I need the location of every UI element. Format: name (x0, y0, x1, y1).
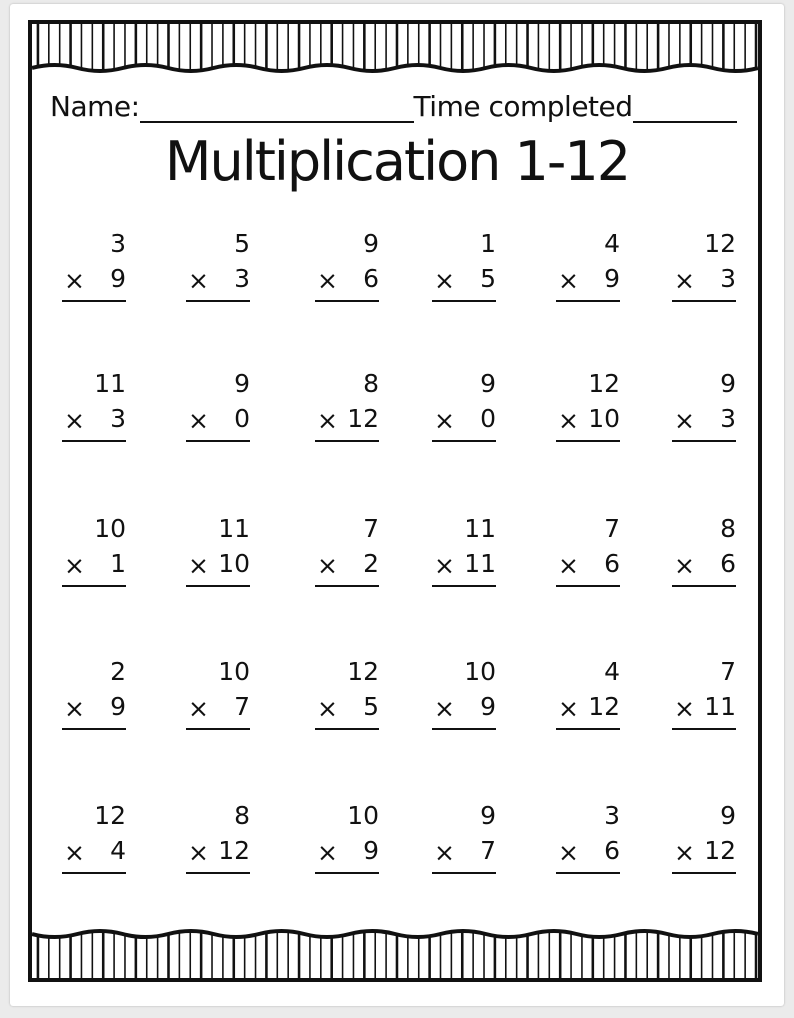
problem-multiplicand: 10 (94, 514, 126, 543)
problem-r3-c6 (672, 515, 736, 585)
answer-line[interactable] (672, 872, 736, 874)
times-sign: × (188, 266, 209, 295)
problem-r1-c4 (432, 230, 496, 300)
problem-multiplier: 12 (218, 836, 250, 865)
answer-line[interactable] (186, 728, 250, 730)
times-sign: × (317, 266, 338, 295)
times-sign: × (317, 694, 338, 723)
problem-r4-c1 (62, 658, 126, 728)
problem-multiplicand: 11 (218, 514, 250, 543)
problem-r3-c2 (186, 515, 250, 585)
answer-line[interactable] (432, 300, 496, 302)
problem-multiplier: 10 (218, 549, 250, 578)
problem-r1-c3 (315, 230, 379, 300)
problem-multiplier: 11 (464, 549, 496, 578)
problem-multiplicand: 10 (347, 801, 379, 830)
problem-multiplicand: 3 (604, 801, 620, 830)
times-sign: × (64, 266, 85, 295)
answer-line[interactable] (672, 300, 736, 302)
answer-line[interactable] (672, 728, 736, 730)
problem-multiplicand: 12 (94, 801, 126, 830)
times-sign: × (317, 551, 338, 580)
problem-r1-c2 (186, 230, 250, 300)
problem-multiplier: 10 (588, 404, 620, 433)
problem-r2-c6 (672, 370, 736, 440)
problem-multiplicand: 9 (720, 801, 736, 830)
problem-multiplier: 9 (480, 692, 496, 721)
times-sign: × (674, 406, 695, 435)
problem-r4-c5 (556, 658, 620, 728)
answer-line[interactable] (62, 440, 126, 442)
times-sign: × (558, 266, 579, 295)
times-sign: × (64, 838, 85, 867)
problem-multiplier: 7 (234, 692, 250, 721)
problem-multiplier: 12 (704, 836, 736, 865)
answer-line[interactable] (432, 728, 496, 730)
problem-multiplicand: 12 (704, 229, 736, 258)
answer-line[interactable] (432, 872, 496, 874)
answer-line[interactable] (186, 585, 250, 587)
times-sign: × (434, 551, 455, 580)
answer-line[interactable] (556, 728, 620, 730)
problem-multiplicand: 10 (464, 657, 496, 686)
problem-multiplier: 2 (363, 549, 379, 578)
problem-multiplier: 9 (363, 836, 379, 865)
problem-multiplicand: 4 (604, 229, 620, 258)
problem-r4-c3 (315, 658, 379, 728)
answer-line[interactable] (186, 872, 250, 874)
answer-line[interactable] (62, 585, 126, 587)
problem-multiplicand: 1 (480, 229, 496, 258)
problem-multiplicand: 7 (363, 514, 379, 543)
problem-multiplicand: 11 (464, 514, 496, 543)
times-sign: × (434, 694, 455, 723)
problem-multiplier: 3 (110, 404, 126, 433)
problem-multiplicand: 5 (234, 229, 250, 258)
time-completed-blank[interactable] (633, 95, 737, 123)
problem-multiplier: 1 (110, 549, 126, 578)
problem-r5-c3 (315, 802, 379, 872)
times-sign: × (558, 838, 579, 867)
problem-r2-c4 (432, 370, 496, 440)
answer-line[interactable] (556, 440, 620, 442)
problem-multiplier: 3 (720, 264, 736, 293)
answer-line[interactable] (62, 728, 126, 730)
answer-line[interactable] (556, 585, 620, 587)
problem-r3-c3 (315, 515, 379, 585)
problem-multiplicand: 12 (588, 369, 620, 398)
times-sign: × (188, 838, 209, 867)
problem-multiplicand: 9 (480, 369, 496, 398)
problem-multiplier: 4 (110, 836, 126, 865)
answer-line[interactable] (556, 300, 620, 302)
times-sign: × (674, 838, 695, 867)
times-sign: × (188, 694, 209, 723)
name-label: Name: (50, 90, 140, 123)
problem-r1-c1 (62, 230, 126, 300)
worksheet-title: Multiplication 1-12 (164, 130, 630, 193)
problem-r3-c4 (432, 515, 496, 585)
answer-line[interactable] (432, 440, 496, 442)
times-sign: × (317, 838, 338, 867)
answer-line[interactable] (186, 440, 250, 442)
problem-multiplicand: 9 (363, 229, 379, 258)
answer-line[interactable] (315, 872, 379, 874)
problem-r5-c5 (556, 802, 620, 872)
times-sign: × (558, 551, 579, 580)
answer-line[interactable] (62, 300, 126, 302)
problem-r2-c1 (62, 370, 126, 440)
decorative-border-top (32, 24, 758, 88)
problem-multiplier: 9 (110, 692, 126, 721)
problem-multiplier: 6 (604, 549, 620, 578)
problem-multiplier: 3 (720, 404, 736, 433)
times-sign: × (674, 551, 695, 580)
problem-multiplicand: 3 (110, 229, 126, 258)
answer-line[interactable] (62, 872, 126, 874)
answer-line[interactable] (186, 300, 250, 302)
answer-line[interactable] (432, 585, 496, 587)
problem-multiplicand: 4 (604, 657, 620, 686)
problem-r4-c6 (672, 658, 736, 728)
times-sign: × (64, 406, 85, 435)
problem-multiplicand: 11 (94, 369, 126, 398)
problem-r5-c6 (672, 802, 736, 872)
problem-multiplicand: 7 (604, 514, 620, 543)
decorative-border-bottom (32, 914, 758, 978)
answer-line[interactable] (672, 585, 736, 587)
problem-multiplicand: 12 (347, 657, 379, 686)
problem-multiplicand: 9 (720, 369, 736, 398)
problem-multiplicand: 10 (218, 657, 250, 686)
problem-r5-c4 (432, 802, 496, 872)
problem-r1-c6 (672, 230, 736, 300)
problem-multiplier: 12 (588, 692, 620, 721)
answer-line[interactable] (315, 440, 379, 442)
answer-line[interactable] (315, 300, 379, 302)
problem-multiplier: 9 (110, 264, 126, 293)
answer-line[interactable] (315, 728, 379, 730)
answer-line[interactable] (315, 585, 379, 587)
problem-multiplier: 9 (604, 264, 620, 293)
problem-r2-c2 (186, 370, 250, 440)
problem-r3-c1 (62, 515, 126, 585)
problem-multiplier: 11 (704, 692, 736, 721)
problem-multiplicand: 9 (234, 369, 250, 398)
answer-line[interactable] (672, 440, 736, 442)
problem-r4-c4 (432, 658, 496, 728)
problem-multiplier: 5 (480, 264, 496, 293)
problem-multiplier: 0 (234, 404, 250, 433)
problem-multiplier: 7 (480, 836, 496, 865)
times-sign: × (64, 551, 85, 580)
name-blank[interactable] (140, 95, 414, 123)
problem-multiplicand: 8 (363, 369, 379, 398)
times-sign: × (434, 406, 455, 435)
times-sign: × (64, 694, 85, 723)
problem-r4-c2 (186, 658, 250, 728)
problem-multiplier: 0 (480, 404, 496, 433)
problem-r5-c1 (62, 802, 126, 872)
problem-r1-c5 (556, 230, 620, 300)
times-sign: × (674, 694, 695, 723)
problem-multiplier: 12 (347, 404, 379, 433)
problem-multiplier: 6 (363, 264, 379, 293)
times-sign: × (188, 551, 209, 580)
problem-multiplier: 3 (234, 264, 250, 293)
problem-multiplier: 5 (363, 692, 379, 721)
problem-r2-c5 (556, 370, 620, 440)
times-sign: × (558, 406, 579, 435)
problem-multiplicand: 2 (110, 657, 126, 686)
time-completed-label: Time completed (413, 90, 633, 123)
times-sign: × (434, 838, 455, 867)
problem-multiplier: 6 (720, 549, 736, 578)
times-sign: × (558, 694, 579, 723)
problem-multiplier: 6 (604, 836, 620, 865)
name-time-row (50, 90, 740, 123)
times-sign: × (674, 266, 695, 295)
problem-r2-c3 (315, 370, 379, 440)
problem-multiplicand: 8 (720, 514, 736, 543)
problem-multiplicand: 7 (720, 657, 736, 686)
times-sign: × (434, 266, 455, 295)
times-sign: × (317, 406, 338, 435)
problem-multiplicand: 9 (480, 801, 496, 830)
problem-multiplicand: 8 (234, 801, 250, 830)
problem-r3-c5 (556, 515, 620, 585)
problem-r5-c2 (186, 802, 250, 872)
times-sign: × (188, 406, 209, 435)
answer-line[interactable] (556, 872, 620, 874)
